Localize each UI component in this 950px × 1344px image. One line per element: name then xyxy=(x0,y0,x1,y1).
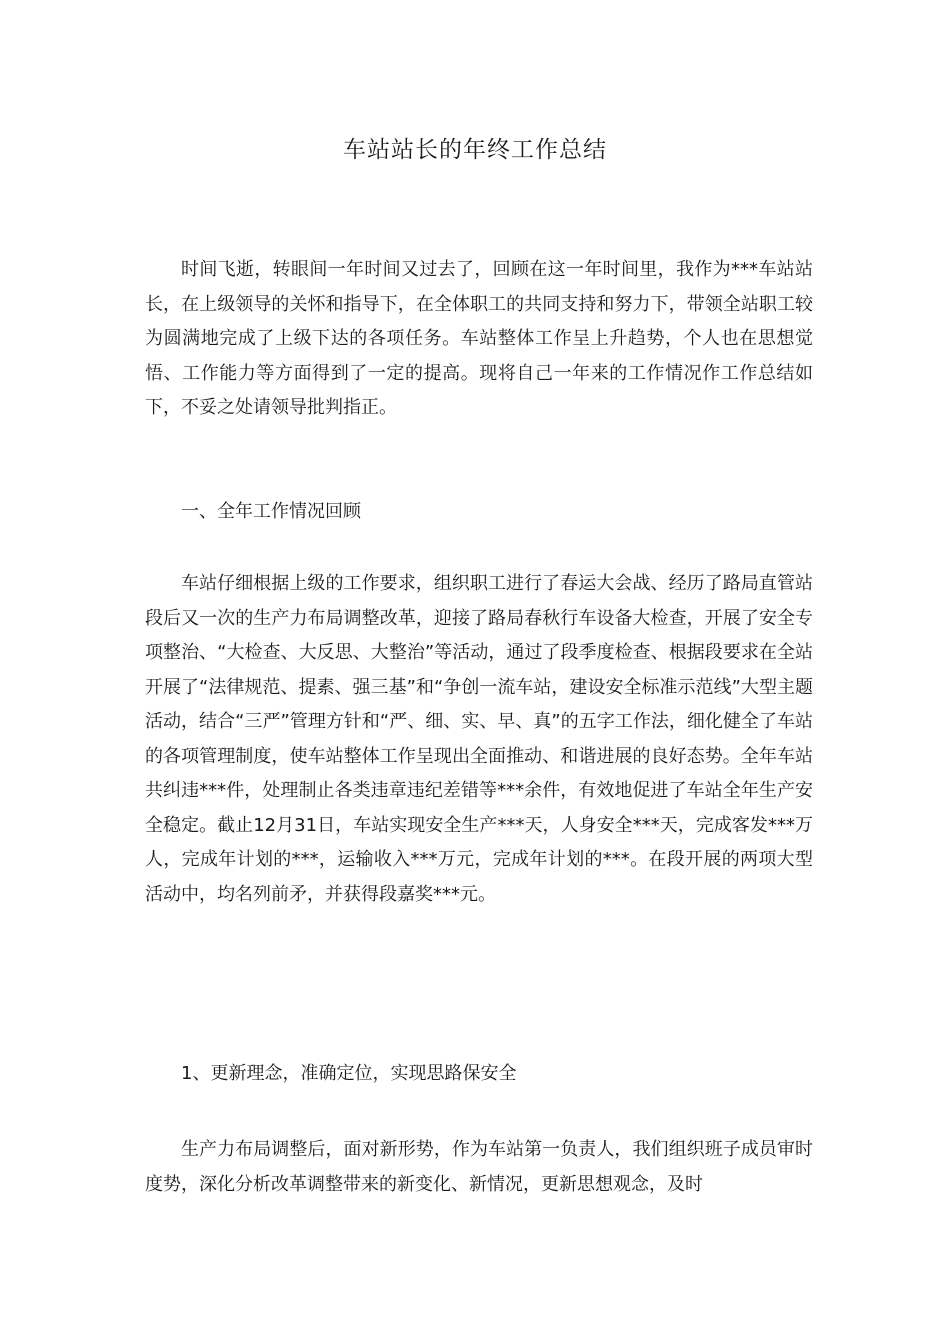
section-heading-1: 一、全年工作情况回顾 xyxy=(181,501,361,522)
section-1-paragraph: 车站仔细根据上级的工作要求，组织职工进行了春运大会战、经历了路局直管站段后又一次的生产力布局调整改革，迎接了路局春秋行车设备大检查，开展了安全专项整治、“大检查、大反思、大整治”等活动，通过了段季度检查、根据段要求在全站开展了“法律规范、提素、强三基”和“争创一流车站，建设安全标准示范线”大型主题活动，结合“三严”管理方针和“严、细、实、早、真”的五字工作法，细化健全了车站的各项管理制度，使车站整体工作呈现出全面推动、和谐进展的良好态势。全年车站共纠违***件，处理制止各类违章违纪差错等***余件，有效地促进了车站全年生产安全稳定。截止12月31日，车站实现安全生产***天，人身安全***天，完成客发***万人，完成年计划的***，运输收入***万元，完成年计划的***。在段开展的两项大型活动中，均名列前矛，并获得段嘉奖***元。 xyxy=(145,573,813,905)
intro-paragraph: 时间飞逝，转眼间一年时间又过去了，回顾在这一年时间里，我作为***车站站长，在上级领导的关怀和指导下，在全体职工的共同支持和努力下，带领全站职工较为圆满地完成了上级下达的各项任务。车站整体工作呈上升趋势，个人也在思想觉悟、工作能力等方面得到了一定的提高。现将自己一年来的工作情况作工作总结如下，不妥之处请领导批判指正。 xyxy=(145,259,813,418)
document-title: 车站站长的年终工作总结 xyxy=(343,137,607,163)
subsection-1-paragraph: 生产力布局调整后，面对新形势，作为车站第一负责人，我们组织班子成员审时度势，深化分析改革调整带来的新变化、新情况，更新思想观念，及时 xyxy=(145,1139,813,1195)
subsection-heading-1: 1、更新理念，准确定位，实现思路保安全 xyxy=(181,1063,517,1084)
